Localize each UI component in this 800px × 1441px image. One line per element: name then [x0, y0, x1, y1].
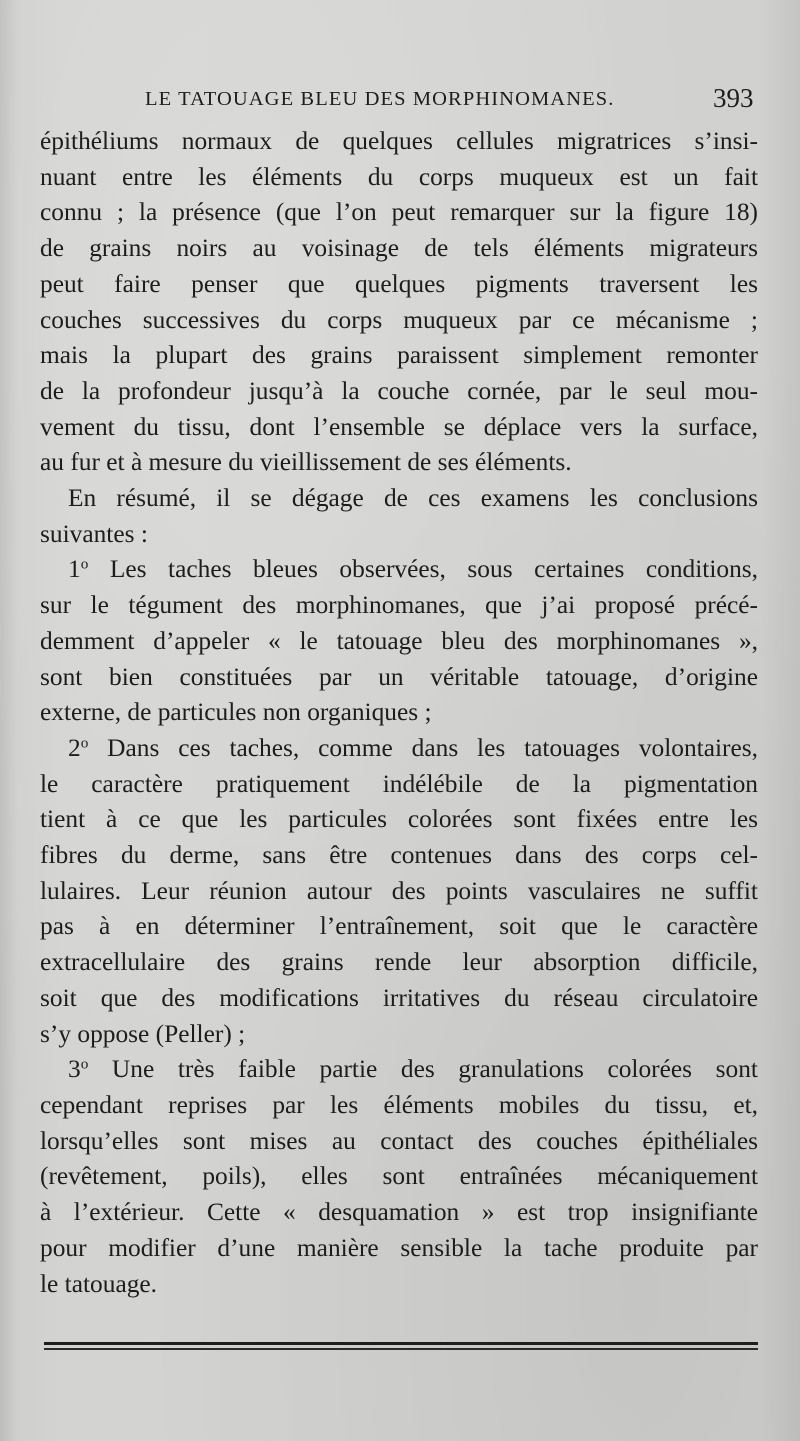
text-line: 3$^o$ Une très faible partie des granulations colorées sont: [68, 1055, 758, 1084]
text-line: suivantes :: [40, 519, 148, 548]
paragraph-conclusion-2: [40, 731, 758, 1052]
text-line: tient à ce que les particules colorées sont fixées entre les: [40, 805, 758, 834]
paragraph-conclusion-3: [40, 1052, 758, 1302]
text-line: 2$^o$ Dans ces taches, comme dans les tatouages volontaires,: [68, 733, 758, 762]
page-number: 393: [713, 83, 754, 113]
text-line: peut faire penser que quelques pigments traversent les: [40, 269, 758, 298]
text-line: de la profondeur jusqu’à la couche cornée, par le seul mou-: [40, 376, 758, 405]
footer-double-rule: [44, 1342, 758, 1354]
paragraph-summary: [40, 481, 758, 552]
text-line: s’y oppose (Peller) ;: [40, 1019, 246, 1048]
text-line: lorsqu’elles sont mises au contact des couches épithéliales: [40, 1126, 758, 1155]
text-line: 1$^o$ Les taches bleues observées, sous certaines conditions,: [68, 555, 758, 584]
text-line: sont bien constituées par un véritable tatouage, d’origine: [40, 662, 758, 691]
text-line: soit que des modifications irritatives du réseau circulatoire: [40, 983, 758, 1012]
text-line: demment d’appeler « le tatouage bleu des morphinomanes »,: [40, 626, 758, 655]
text-line: vement du tissu, dont l’ensemble se déplace vers la surface,: [40, 412, 758, 441]
running-title: LE TATOUAGE BLEU DES MORPHINOMANES.: [145, 88, 615, 110]
text-line: couches successives du corps muqueux par ce mécanisme ;: [40, 305, 758, 334]
text-line: fibres du derme, sans être contenues dans des corps cel-: [40, 841, 758, 870]
text-line: connu ; la présence (que l’on peut remarquer sur la figure 18): [40, 198, 758, 227]
text-line: pour modifier d’une manière sensible la tache produite par: [40, 1233, 758, 1262]
text-line: nuant entre les éléments du corps muqueux est un fait: [40, 162, 758, 191]
text-line: lulaires. Leur réunion autour des points vasculaires ne suffit: [40, 876, 758, 905]
paragraph-migration: [40, 124, 758, 481]
text-line: épithéliums normaux de quelques cellules migratrices s’insi-: [40, 127, 758, 155]
paragraph-conclusion-1: [40, 552, 758, 731]
text-line: sur le tégument des morphinomanes, que j’ai proposé précé-: [40, 591, 758, 620]
rule-line-thick: [44, 1342, 758, 1345]
text-line: de grains noirs au voisinage de tels éléments migrateurs: [40, 234, 758, 263]
text-line: En résumé, il se dégage de ces examens les conclusions: [68, 484, 758, 513]
text-line: (revêtement, poils), elles sont entraînées mécaniquement: [40, 1162, 758, 1191]
text-line: mais la plupart des grains paraissent simplement remonter: [40, 341, 758, 370]
text-line: à l’extérieur. Cette « desquamation » est trop insignifiante: [40, 1198, 758, 1227]
text-line: externe, de particules non organiques ;: [40, 698, 432, 727]
rule-line-thin: [44, 1348, 758, 1350]
body-text: [40, 124, 758, 1302]
text-line: cependant reprises par les éléments mobiles du tissu, et,: [40, 1090, 758, 1119]
text-line: pas à en déterminer l’entraînement, soit que le caractère: [40, 912, 758, 941]
text-line: le caractère pratiquement indélébile de la pigmentation: [40, 769, 758, 798]
text-line: le tatouage.: [40, 1269, 158, 1298]
text-line: au fur et à mesure du vieillissement de ses éléments.: [40, 448, 572, 477]
text-line: extracellulaire des grains rende leur absorption difficile,: [40, 948, 758, 977]
running-header: [0, 84, 800, 118]
